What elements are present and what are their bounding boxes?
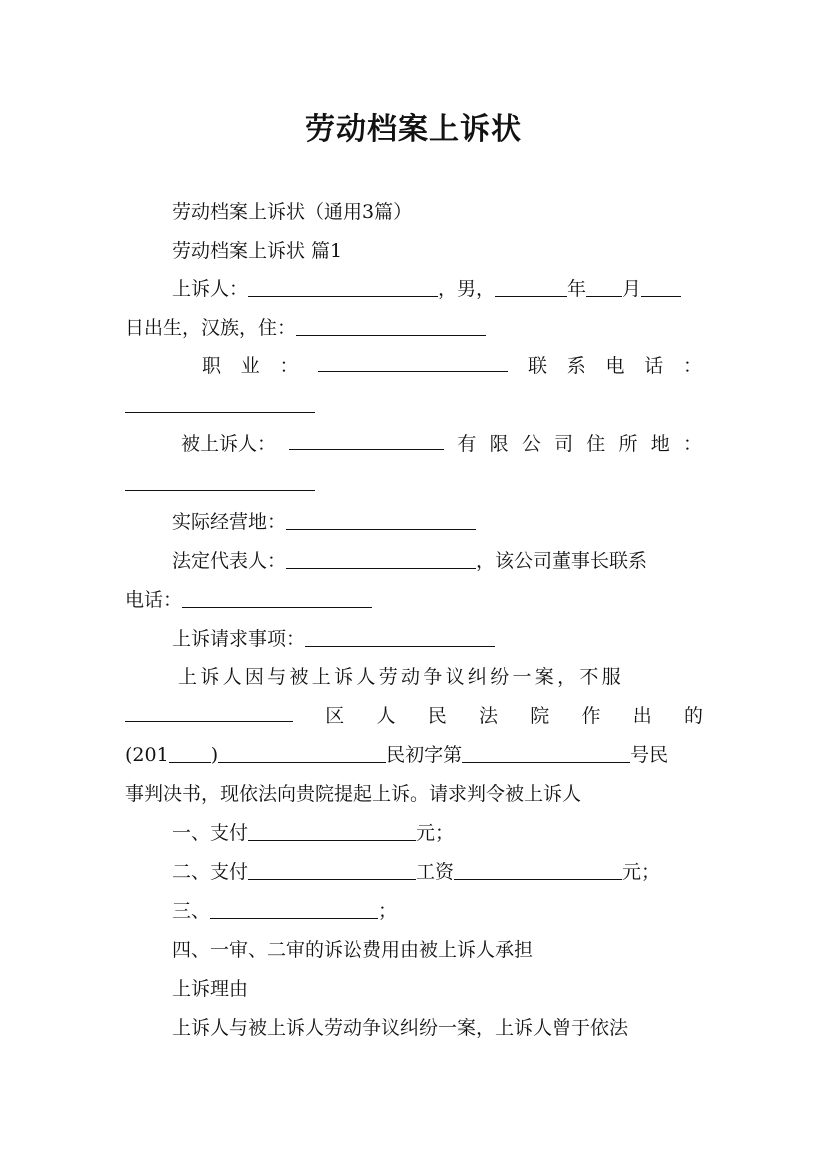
item-2-period-blank xyxy=(248,859,416,880)
birth-year-blank xyxy=(495,276,567,297)
business-blank xyxy=(286,509,476,530)
business-line: 实际经营地： xyxy=(172,507,703,537)
paragraph-line-2: 区 人 民 法 院 作 出 的 xyxy=(125,701,703,731)
case-prefix-blank xyxy=(218,742,386,763)
subtitle: 劳动档案上诉状（通用3篇） xyxy=(172,201,413,223)
legal-rep-blank xyxy=(286,548,476,569)
appellee-line: 被上诉人： 有 限 公 司 住 所 地 ： xyxy=(181,429,702,459)
item-3: 三、 ； xyxy=(172,900,398,922)
court-blank xyxy=(125,701,293,722)
paragraph-line-1: 上诉人因与被上诉人劳动争议纠纷一案，不服 xyxy=(178,666,625,688)
item-1-amount-blank xyxy=(248,820,416,841)
occupation-blank xyxy=(318,351,508,372)
request-line: 上诉请求事项： xyxy=(172,624,703,654)
appellant-line: 上诉人： ，男， 年 月 xyxy=(172,274,703,304)
year-blank xyxy=(169,742,211,763)
address-blank xyxy=(296,315,486,336)
birth-month-blank xyxy=(586,276,622,297)
paragraph-line-3: (201 ) 民初字第 号民 xyxy=(125,744,669,766)
occupation-line: 职 业 ： 联 系 电 话 ： xyxy=(202,351,702,381)
document-title: 劳动档案上诉状 xyxy=(305,112,522,147)
item-4: 四、一审、二审的诉讼费用由被上诉人承担 xyxy=(172,939,534,961)
legal-rep-phone-line: 电话： xyxy=(125,585,703,615)
legal-rep-line: 法定代表人： ，该公司董事长联系 xyxy=(172,550,648,572)
item-2: 二、支付 工资 元； xyxy=(172,861,661,883)
phone-blank xyxy=(125,392,315,413)
reason-heading: 上诉理由 xyxy=(172,978,249,1000)
appellee-address-line xyxy=(125,468,703,498)
appellant-line-2: 日出生，汉族，住： xyxy=(125,313,703,343)
paragraph-line-4: 事判决书，现依法向贵院提起上诉。请求判令被上诉人 xyxy=(125,783,582,805)
part-heading: 劳动档案上诉状 篇1 xyxy=(172,240,343,262)
case-number-blank xyxy=(462,742,630,763)
birth-day-blank xyxy=(641,276,681,297)
phone-blank-line xyxy=(125,390,703,420)
request-blank xyxy=(305,626,495,647)
appellee-address-blank xyxy=(125,470,315,491)
appellant-name-blank xyxy=(248,276,438,297)
appellee-name-blank xyxy=(289,429,444,450)
item-2-amount-blank xyxy=(454,859,622,880)
item-1: 一、支付 元； xyxy=(172,822,455,844)
legal-rep-phone-blank xyxy=(182,587,372,608)
item-3-blank xyxy=(210,898,378,919)
reason-text: 上诉人与被上诉人劳动争议纠纷一案，上诉人曾于依法 xyxy=(172,1017,629,1039)
